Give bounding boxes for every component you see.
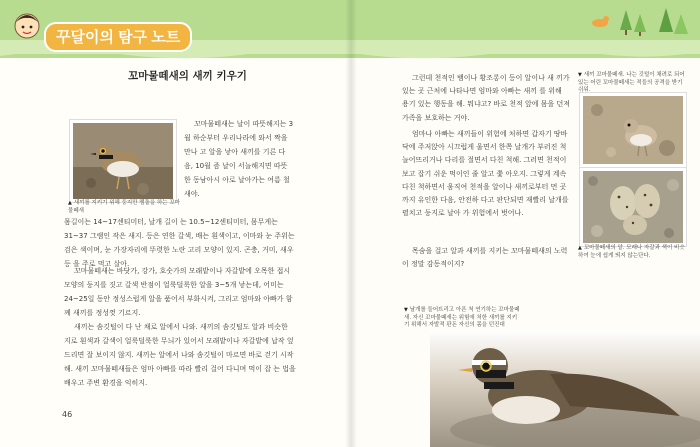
plover-eggs-photo <box>580 168 686 246</box>
photo-caption: ▼ 새끼 꼬마물떼새. 나는 깃털이 채려로 되어 있는 어린 꼬마물떼새는 적들의 공격을 받기 쉬워. <box>578 72 685 93</box>
plover-adult-photo <box>70 120 176 202</box>
animal-icon <box>590 14 610 28</box>
paragraph: 그런데 천적인 뱀이나 황조롱이 등이 알이나 새 끼가 있는 곳 근처에 나타나면 엄마와 아빠는 새끼 를 위해 용기 있는 행동을 해. 뭐냐고? 바로 천적 앞에 몸을 던져 가족을 보호하는 거야. <box>402 74 570 122</box>
paragraph: 목숨을 걸고 알과 새끼를 지키는 꼬마물떼새의 노력이 정말 감동적이지? <box>402 247 568 269</box>
paragraph: 새끼는 솜깃털이 다 난 채로 알에서 나와. 새끼의 솜깃털도 알과 비슷한 지로 흰색과 갈색이 얼룩덜룩한 무늬가 있어서 모래밭이나 자갈밭에 납작 엎드리면 잘 보이지 않지. 새끼는 알에서 나와 솜깃털이 마르면 바로 걷기 시작해. 새끼 꼬마물떼새들은 엄마 아빠를 따라 빨리 걸어 다니며 먹이 잡 는 법을 배우고 주변 환경을 익히지. <box>64 323 296 387</box>
tree-icon <box>656 6 690 36</box>
paragraph: 몸길이는 14~17센티미터, 날개 길이 는 10.5~12센티미터, 몸무게는 31~37 그램인 작은 새지. 등은 연한 갈색, 배는 흰색이고, 이마와 눈 주위는 검은 색이며, 눈 가장자리에 뚜렷한 노란 고리 모양이 있지. 곤충, 거미, 새우 등 을 주로 먹고 살아. <box>64 218 295 268</box>
book-gutter <box>345 0 357 447</box>
plover-feigning-photo <box>430 330 700 447</box>
paragraph: 엄마나 아빠는 새끼들이 위험에 처하면 갑자기 땅바닥에 주저앉아 시끄럽게 울면서 한쪽 날개가 부러진 척 늘어뜨리거나 다리를 절면서 다친 척해. 그러면 천적이 보고 잡기 쉬운 먹이인 줄 알고 쫓 아오지. 그렇게 계속 다친 척하면서 움직여 천적을 알이나 새끼로부터 먼 곳까지 유인한 다음, 안전하 다고 판단되면 재빨리 날개를 펼치고 둥지로 날아 가 위험에서 벗어나. <box>402 130 569 218</box>
banner-title: 꾸달이의 탐구 노트 <box>44 22 192 52</box>
tree-icon <box>618 8 648 36</box>
paragraph: 꼬마물떼새는 바닷가, 강가, 호숫가의 모래밭이나 자갈밭에 오목한 접시 모양의 둥지를 짓고 갈색 반점이 얼룩덜룩한 알을 3~5개 낳는데, 어미는 24~25일 동안 정성스럽게 알을 품어서 부화시켜, 그리고 엄마와 아빠가 함께 새끼를 정성껏 기르지. <box>64 267 293 317</box>
photo-caption: ▲ 새끼를 지키기 위해 둥지만 맴돌을 하는 꼬마물떼새 <box>68 200 180 214</box>
plover-chick-photo <box>580 93 686 167</box>
mascot-icon <box>10 8 44 42</box>
photo-caption: ▼ 날개를 들어뜨리고 아픈 척 연기하는 꼬마물떼새. 자신 꼬마물떼새는 위험에 처한 새끼를 지키기 위해서 자발적 판돈 자신의 몸을 던진대 <box>404 307 520 328</box>
paragraph: 꼬마물떼새는 날이 따뜻해지는 3월 하순부터 우리나라에 와서 짝을 만나 고 알을 낳아 새끼를 기른 다음, 10월 즘 날이 서늘해지면 따뜻한 동남아시 아로 날아가는 여름 철새야. <box>184 120 294 198</box>
photo-caption: ▲ 꼬마물떼새의 알. 모래나 자갈과 색이 비슷하여 눈에 쉽게 띄지 않는단다. <box>578 245 685 259</box>
article-title: 꼬마물떼새의 새끼 키우기 <box>128 70 247 82</box>
page-number: 46 <box>62 410 73 419</box>
